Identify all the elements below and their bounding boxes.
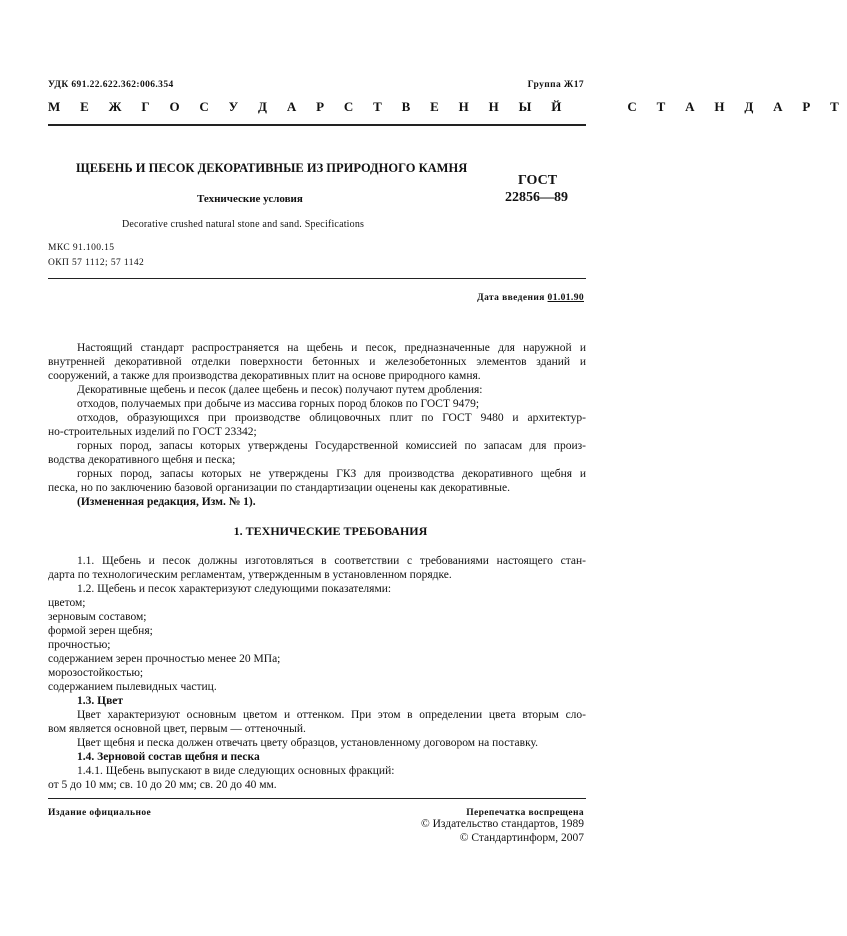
section-heading: 1. ТЕХНИЧЕСКИЕ ТРЕБОВАНИЯ	[233, 524, 428, 538]
intro-line: но-строительных изделий по ГОСТ 23342;	[48, 426, 257, 438]
intro-line: внутренней декоративной отделки поверхности бетонных и железобетонных элементов зданий и	[48, 356, 586, 368]
indicator-item: зерновым составом;	[48, 611, 147, 623]
intro-line: водства декоративного щебня и песка;	[48, 454, 236, 466]
clause-1-3-text: Цвет щебня и песка должен отвечать цвету образцов, установленному договором на поставку.	[77, 737, 538, 749]
clause-1-4-heading: 1.4. Зерновой состав щебня и песка	[77, 751, 260, 763]
gost-number: 22856—89	[505, 190, 568, 205]
clause-1-1-cont: дарта по технологическим регламентам, утвержденным в установленном порядке.	[48, 569, 452, 581]
intro-line: песка, но по заключению базовой организации по стандартизации оценены как декоративные.	[48, 482, 510, 494]
gost-label: ГОСТ	[518, 173, 558, 188]
indicator-item: формой зерен щебня;	[48, 625, 153, 637]
official-edition: Издание официальное	[48, 808, 152, 818]
copyright-publisher: © Издательство стандартов, 1989	[420, 818, 584, 830]
intro-date	[477, 291, 584, 306]
group-code: Группа Ж17	[527, 80, 584, 90]
fractions-list: от 5 до 10 мм; св. 10 до 20 мм; св. 20 до 40 мм.	[48, 779, 277, 791]
udk-code: УДК 691.22.622.362:006.354	[48, 80, 174, 90]
english-title: Decorative crushed natural stone and sand. Specifications	[122, 219, 365, 230]
copyright-standartinform: © Стандартинформ, 2007	[459, 832, 584, 844]
clause-1-3-heading: 1.3. Цвет	[77, 695, 124, 707]
indicator-item: цветом;	[48, 597, 86, 609]
intro-date-value: 01.01.90	[547, 293, 584, 303]
clause-1-1: 1.1. Щебень и песок должны изготовляться в соответствии с требованиями настоящего стан-	[77, 555, 586, 567]
intro-line: сооружений, а также для производства декоративных плит на основе природного камня.	[48, 370, 481, 382]
document-subtitle: Технические условия	[197, 193, 303, 205]
amendment-note: (Измененная редакция, Изм. № 1).	[77, 496, 256, 508]
mks-code: МКС 91.100.15	[48, 243, 115, 253]
intro-line: горных пород, запасы которых не утверждены ГКЗ для производства декоративного щебня и	[77, 468, 586, 480]
clause-1-3-text: вом является основной цвет, первым — оттеночный.	[48, 723, 306, 735]
indicator-item: прочностью;	[48, 639, 111, 651]
codes-rule	[48, 278, 586, 279]
intro-line: горных пород, запасы которых утверждены Государственной комиссией по запасам для произ-	[77, 440, 586, 452]
intro-date-label: Дата введения	[477, 293, 545, 303]
header-rule	[48, 124, 586, 126]
intro-line: Настоящий стандарт распространяется на щебень и песок, предназначенные для наружной и	[77, 342, 586, 354]
clause-1-3-text: Цвет характеризуют основным цветом и оттенком. При этом в определении цвета вторым сло-	[77, 709, 586, 721]
indicator-item: содержанием пылевидных частиц.	[48, 681, 217, 693]
intro-line: отходов, образующихся при производстве облицовочных плит по ГОСТ 9480 и архитектур-	[77, 412, 586, 424]
interstate-standard-banner: М Е Ж Г О С У Д А Р С Т В Е Н Н Ы Й С Т А Н Д А Р Т	[48, 99, 847, 114]
indicator-item: морозостойкостью;	[48, 667, 144, 679]
indicator-item: содержанием зерен прочностью менее 20 МПа;	[48, 653, 281, 665]
reprint-notice: Перепечатка воспрещена	[466, 808, 584, 818]
footer-rule	[48, 798, 586, 799]
clause-1-4-1: 1.4.1. Щебень выпускают в виде следующих основных фракций:	[77, 765, 395, 777]
okp-code: ОКП 57 1112; 57 1142	[48, 258, 145, 268]
intro-line: отходов, получаемых при добыче из массива горных пород блоков по ГОСТ 9479;	[77, 398, 480, 410]
document-title: ЩЕБЕНЬ И ПЕСОК ДЕКОРАТИВНЫЕ ИЗ ПРИРОДНОГО КАМНЯ	[76, 161, 468, 175]
intro-line: Декоративные щебень и песок (далее щебень и песок) получают путем дробления:	[77, 384, 483, 396]
clause-1-2: 1.2. Щебень и песок характеризуют следующими показателями:	[77, 583, 392, 595]
